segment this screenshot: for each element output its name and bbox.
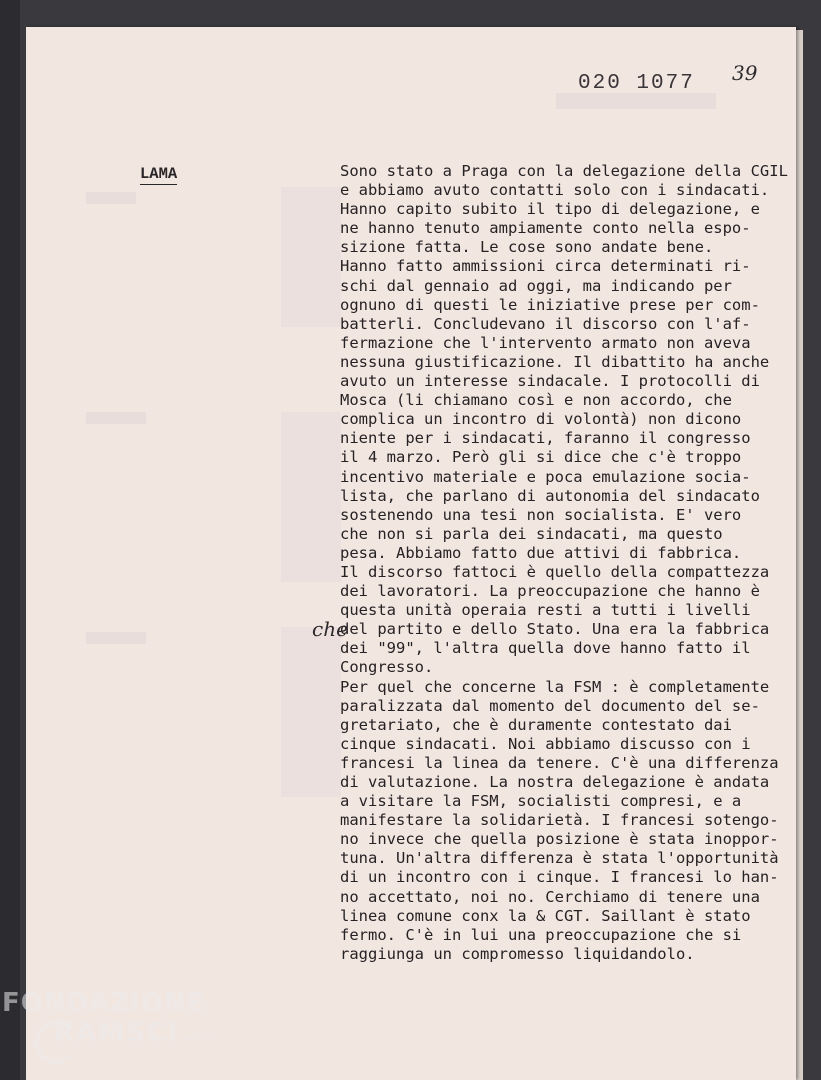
document-page xyxy=(26,27,796,1080)
body-line: Il discorso fattoci è quello della compattezza xyxy=(340,562,770,581)
body-line: incentivo materiale e poca emulazione socia- xyxy=(340,467,751,486)
body-line: sizione fatta. Le cose sono andate bene. xyxy=(340,238,714,257)
body-line: ne hanno tenuto ampiamente conto nella espo- xyxy=(340,219,751,238)
body-line: questa unità operaia resti a tutti i livelli xyxy=(340,601,751,620)
body-line: Congresso. xyxy=(340,658,434,677)
body-line: dei lavoratori. La preoccupazione che hanno è xyxy=(340,582,760,601)
body-line: Hanno fatto ammissioni circa determinati ri- xyxy=(340,257,751,276)
body-line: raggiunga un compromesso liquidandolo. xyxy=(340,944,695,963)
body-line: francesi la linea da tenere. C'è una differenza xyxy=(340,753,779,772)
body-line: batterli. Concludevano il discorso con l'af- xyxy=(340,314,751,333)
bleed-through xyxy=(556,93,716,109)
body-line: paralizzata dal momento del documento del se- xyxy=(340,696,760,715)
bleed-through xyxy=(86,192,136,204)
body-line: linea comune conx la & CGT. Saillant è stato xyxy=(340,906,751,925)
body-line: a visitare la FSM, socialisti compresi, e a xyxy=(340,792,742,811)
body-line: tuna. Un'altra differenza è stata l'opportunità xyxy=(340,849,779,868)
body-line: del partito e dello Stato. Una era la fabbrica xyxy=(340,620,770,639)
body-line: e abbiamo avuto contatti solo con i sindacati. xyxy=(340,181,770,200)
body-line: che non si parla dei sindacati, ma questo xyxy=(340,524,723,543)
bleed-through xyxy=(86,412,146,424)
body-line: dei "99", l'altra quella dove hanno fatto il xyxy=(340,639,751,658)
transcript-body xyxy=(340,162,788,964)
body-line: nessuna giustificazione. Il dibattito ha anche xyxy=(340,352,770,371)
bleed-through xyxy=(86,632,146,644)
body-line: di valutazione. La nostra delegazione è andata xyxy=(340,773,770,791)
bleed-through xyxy=(281,187,341,327)
speaker-name: LAMA xyxy=(140,165,178,183)
body-line: il 4 marzo. Però gli si dice che c'è troppo xyxy=(340,448,742,467)
body-line: niente per i sindacati, faranno il congresso xyxy=(340,429,751,448)
body-line: manifestare la solidarietà. I francesi sotengo- xyxy=(340,811,779,830)
archive-number: 020 1077 xyxy=(578,72,695,95)
body-line: no accettato, noi no. Cerchiamo di tenere una xyxy=(340,887,760,906)
body-line: sostenendo una tesi non socialista. E' vero xyxy=(340,505,742,524)
body-line: avuto un interesse sindacale. I protocolli di xyxy=(340,372,760,391)
background-edge xyxy=(0,0,20,1080)
bleed-through xyxy=(281,627,341,797)
watermark-suffix: onlus xyxy=(183,1034,213,1044)
body-line: pesa. Abbiamo fatto due attivi di fabbrica. xyxy=(340,543,742,562)
watermark-g-logo xyxy=(34,1020,78,1064)
handwritten-margin-note: che xyxy=(312,617,348,641)
bleed-through xyxy=(281,412,341,582)
body-line: no invece che quella posizione è stata inoppor- xyxy=(340,830,779,849)
body-line: Hanno capito subito il tipo di delegazione, e xyxy=(340,200,760,219)
body-line: Sono stato a Praga con la delegazione della CGIL xyxy=(340,162,788,180)
body-line: fermo. C'è in lui una preoccupazione che si xyxy=(340,925,742,944)
body-line: di un incontro con i cinque. I francesi lo han- xyxy=(340,868,779,887)
watermark-line2: RAMSCI xyxy=(54,1018,180,1048)
watermark-line1: FONDAZIONE xyxy=(2,988,206,1018)
handwritten-page-number: 39 xyxy=(732,61,758,85)
body-line: ognuno di questi le iniziative prese per com- xyxy=(340,295,760,314)
body-line: cinque sindacati. Noi abbiamo discusso con i xyxy=(340,734,751,753)
body-line: Per quel che concerne la FSM : è completamente xyxy=(340,677,770,696)
body-line: lista, che parlano di autonomia del sindacato xyxy=(340,486,760,505)
body-line: gretariato, che è duramente contestato dai xyxy=(340,715,732,734)
body-line: fermazione che l'intervento armato non aveva xyxy=(340,333,751,352)
body-line: schi dal gennaio ad oggi, ma indicando per xyxy=(340,276,732,295)
body-line: complica un incontro di volontà) non dicono xyxy=(340,410,742,429)
body-line: Mosca (li chiamano così e non accordo, che xyxy=(340,391,732,410)
